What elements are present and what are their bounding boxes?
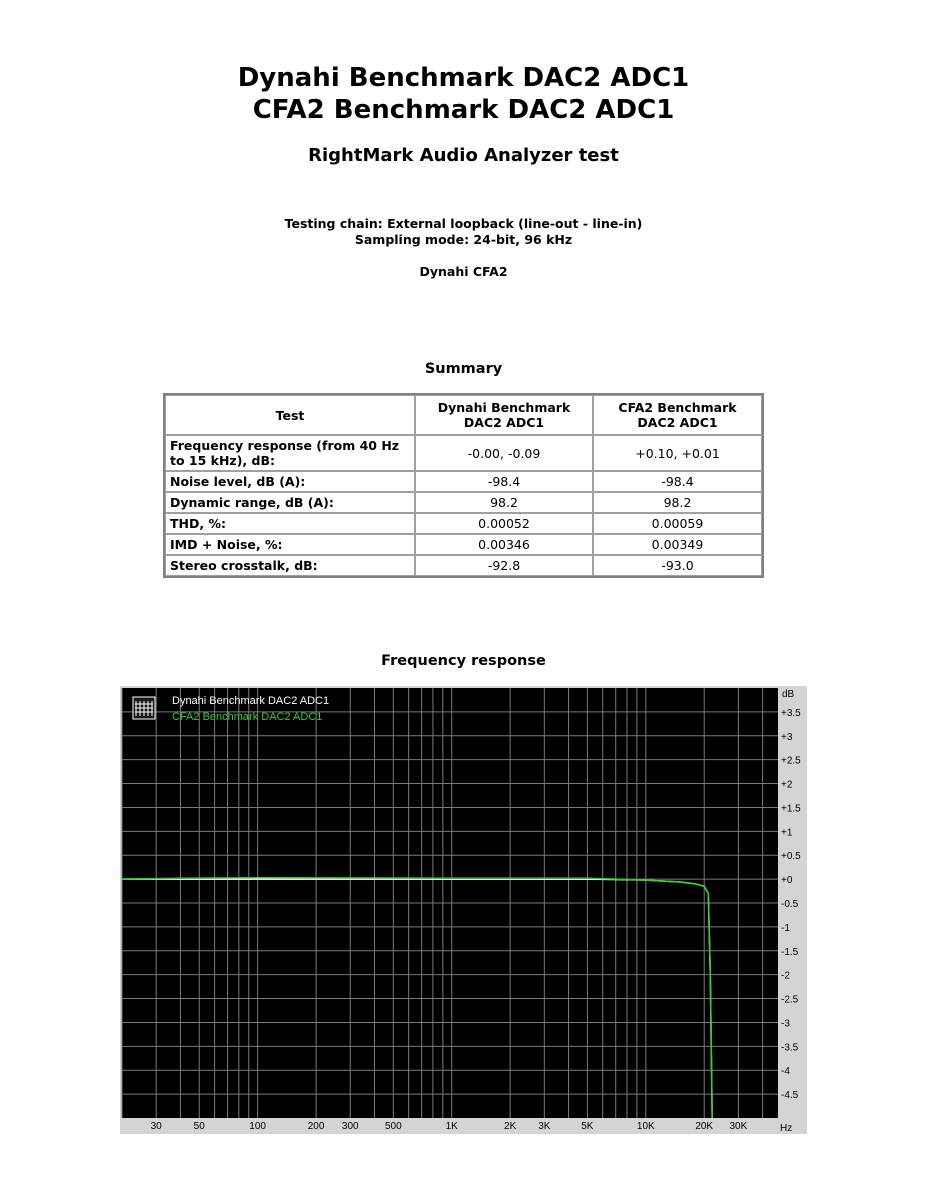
x-tick-label: 3K <box>538 1121 551 1132</box>
x-tick-label: 100 <box>249 1121 266 1132</box>
row-label: Stereo crosstalk, dB: <box>165 555 415 576</box>
y-tick-label: -1 <box>781 922 790 934</box>
y-tick-label: +1.5 <box>781 803 801 815</box>
x-tick-label: 5K <box>581 1121 594 1132</box>
y-tick-label: -1.5 <box>781 946 799 958</box>
summary-heading: Summary <box>424 361 503 377</box>
y-tick-label: -2 <box>781 970 790 982</box>
row-label: THD, %: <box>165 513 415 534</box>
value-cell: 98.2 <box>593 492 762 513</box>
row-label: Frequency response (from 40 Hz to 15 kHz), dB: <box>165 435 415 471</box>
table-row <box>165 534 762 555</box>
y-tick-label: -4 <box>781 1066 790 1078</box>
y-tick-label: +2.5 <box>781 755 801 767</box>
column-header: Test <box>165 395 415 435</box>
row-label: IMD + Noise, %: <box>165 534 415 555</box>
x-tick-label: 20K <box>695 1121 714 1132</box>
value-cell: 0.00052 <box>415 513 593 534</box>
device-names: Dynahi CFA2 <box>419 264 508 279</box>
chart-svg <box>120 686 807 1134</box>
y-tick-label: -3.5 <box>781 1042 799 1054</box>
legend-entry-dynahi: Dynahi Benchmark DAC2 ADC1 <box>172 695 330 707</box>
table-row <box>165 513 762 534</box>
y-tick-label: +0.5 <box>781 851 801 863</box>
frequency-response-chart <box>120 686 807 1134</box>
value-cell: -98.4 <box>593 471 762 492</box>
chart-heading: Frequency response <box>381 653 546 669</box>
y-tick-label: -4.5 <box>781 1090 799 1102</box>
table-row <box>165 555 762 576</box>
value-cell: 0.00346 <box>415 534 593 555</box>
sampling-mode: Sampling mode: 24-bit, 96 kHz <box>354 232 573 247</box>
x-tick-label: 2K <box>504 1121 517 1132</box>
y-tick-label: -3 <box>781 1018 790 1030</box>
y-tick-label: +0 <box>781 875 793 887</box>
table-row <box>165 471 762 492</box>
x-tick-label: 200 <box>307 1121 325 1132</box>
table-header-row <box>165 395 762 435</box>
value-cell: -98.4 <box>415 471 593 492</box>
value-cell: 0.00349 <box>593 534 762 555</box>
x-unit-label: Hz <box>780 1123 793 1134</box>
column-header: Dynahi Benchmark DAC2 ADC1 <box>415 395 593 435</box>
row-label: Noise level, dB (A): <box>165 471 415 492</box>
summary-table <box>163 393 764 578</box>
table-row <box>165 435 762 471</box>
page-subtitle: RightMark Audio Analyzer test <box>308 145 619 166</box>
y-tick-label: -2.5 <box>781 994 799 1006</box>
value-cell: 98.2 <box>415 492 593 513</box>
page-title-line2: CFA2 Benchmark DAC2 ADC1 <box>252 95 675 125</box>
x-tick-label: 10K <box>636 1121 655 1132</box>
y-tick-label: +3.5 <box>781 707 801 719</box>
table-row <box>165 492 762 513</box>
column-header: CFA2 Benchmark DAC2 ADC1 <box>593 395 762 435</box>
y-tick-label: +1 <box>781 827 793 839</box>
y-tick-label: +2 <box>781 779 793 791</box>
x-tick-label: 500 <box>384 1121 402 1132</box>
x-tick-label: 30 <box>150 1121 162 1132</box>
row-label: Dynamic range, dB (A): <box>165 492 415 513</box>
x-tick-label: 300 <box>341 1121 359 1132</box>
value-cell: -0.00, -0.09 <box>415 435 593 471</box>
y-unit-label: dB <box>782 689 795 700</box>
y-tick-label: -0.5 <box>781 899 799 910</box>
x-tick-label: 50 <box>193 1121 205 1132</box>
x-tick-label: 30K <box>729 1121 748 1132</box>
x-tick-label: 1K <box>445 1121 458 1132</box>
value-cell: -92.8 <box>415 555 593 576</box>
y-tick-label: +3 <box>781 731 793 743</box>
value-cell: -93.0 <box>593 555 762 576</box>
testing-chain: Testing chain: External loopback (line-out - line-in) <box>284 216 643 231</box>
page-title-line1: Dynahi Benchmark DAC2 ADC1 <box>237 63 690 93</box>
value-cell: +0.10, +0.01 <box>593 435 762 471</box>
value-cell: 0.00059 <box>593 513 762 534</box>
legend-entry-cfa2: CFA2 Benchmark DAC2 ADC1 <box>172 711 323 723</box>
